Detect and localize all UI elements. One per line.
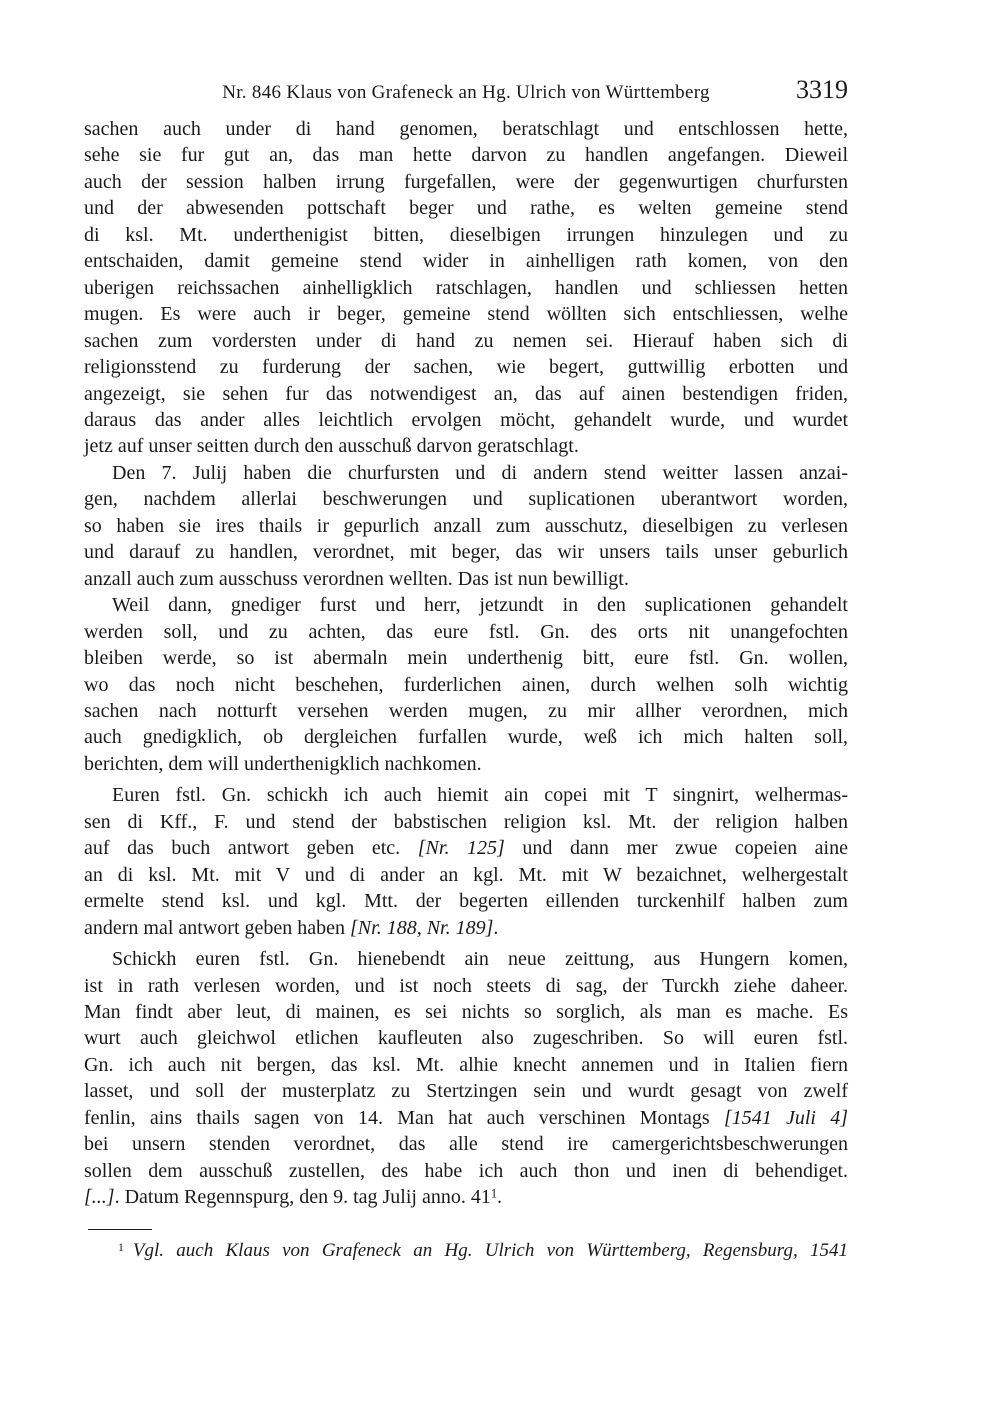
text-segment: Euren fstl. Gn. schickh ich auch hiemit ain copei mit T singnirt, welhermas- [112, 784, 848, 807]
text-line [84, 1158, 848, 1184]
text-segment: religionsstend zu furderung der sachen, wie begert, guttwillig erbotten und [84, 356, 848, 379]
text-line [84, 698, 848, 724]
text-line [84, 782, 848, 808]
text-line [84, 328, 848, 354]
running-head-title: Nr. 846 Klaus von Grafeneck an Hg. Ulrich von Württemberg [222, 82, 710, 103]
text-line [84, 460, 848, 486]
text-line [84, 888, 848, 914]
text-segment: bei unsern stenden verordnet, das alle stend ire camergerichtsbeschwerungen [84, 1133, 848, 1156]
text-line [84, 809, 848, 835]
text-segment: Den 7. Julij haben die churfursten und di andern stend weitter lassen anzai- [112, 461, 848, 484]
text-line [84, 195, 848, 221]
letter-body [84, 116, 848, 1211]
text-segment: mugen. Es were auch ir beger, gemeine stend wöllten sich entschliessen, welhe [84, 303, 848, 326]
text-segment: jetz auf unser seitten durch den ausschuß darvon geratschlagt. [84, 435, 579, 458]
text-segment: [Nr. 188, Nr. 189] [350, 916, 494, 939]
text-line [84, 973, 848, 999]
text-segment: auch gnedigklich, ob dergleichen furfallen wurde, weß ich mich halten soll, [84, 726, 848, 749]
text-line [84, 645, 848, 671]
text-segment: angezeigt, sie sehen fur das notwendigest an, das auf ainen bestendigen friden, [84, 382, 848, 405]
footnote-rule [88, 1229, 152, 1230]
running-head [84, 75, 848, 104]
text-line [84, 566, 848, 592]
text-line [84, 407, 848, 433]
text-segment: berichten, dem will underthenigklich nachkomen. [84, 752, 482, 775]
text-line [84, 835, 848, 861]
text-segment: und der abwesenden pottschaft beger und rathe, es welten gemeine stend [84, 197, 848, 220]
text-segment: auch der session halben irrung furgefallen, were der gegenwurtigen churfursten [84, 170, 848, 193]
text-line [84, 1184, 848, 1210]
text-segment: sachen auch under di hand genomen, beratschlagt und entschlossen hette, [84, 118, 848, 140]
text-segment: sehe sie fur gut an, das man hette darvon zu handlen angefangen. Dieweil [84, 144, 848, 167]
text-line [84, 381, 848, 407]
text-segment: daraus das ander alles leichtlich ervolgen möcht, gehandelt wurde, und wurdet [84, 408, 848, 431]
text-line [84, 915, 848, 941]
text-segment: [Nr. 125] [417, 837, 505, 860]
text-segment: wurt auch gleichwol etlichen kaufleuten also zugeschriben. So will euren fstl. [84, 1027, 848, 1050]
text-segment: andern mal antwort geben haben [84, 916, 351, 939]
text-segment: Gn. ich auch nit bergen, das ksl. Mt. alhie knecht annemen und in Italien fiern [84, 1053, 848, 1076]
text-line [84, 142, 848, 168]
text-segment: auf das buch antwort geben etc. [84, 837, 418, 860]
text-segment: [1541 Juli 4] [723, 1106, 848, 1129]
text-segment: fenlin, ains thails sagen von 14. Man hat auch verschinen Montags [84, 1106, 724, 1129]
text-line [84, 1105, 848, 1131]
text-segment: und dann mer zwue copeien aine [504, 837, 848, 860]
text-line [84, 1078, 848, 1104]
text-line [84, 486, 848, 512]
text-line [84, 999, 848, 1025]
text-line [84, 619, 848, 645]
text-segment: an di ksl. Mt. mit V und di ander an kgl. Mt. mit W bezaichnet, welhergestalt [84, 863, 848, 886]
text-segment: uberigen reichssachen ainhelligklich ratschlagen, handlen und schliessen hetten [84, 276, 848, 299]
text-segment: Man findt aber leut, di mainen, es sei nichts so sorglich, als man es mache. Es [84, 1000, 848, 1023]
text-segment: 1 [490, 1186, 498, 1201]
text-line [84, 862, 848, 888]
text-segment: bleiben werde, so ist abermaln mein underthenig bitt, eure fstl. Gn. wollen, [84, 647, 848, 670]
text-line [84, 724, 848, 750]
text-segment: . [493, 916, 499, 939]
text-line [84, 301, 848, 327]
paragraph [84, 782, 848, 941]
text-segment: sollen dem ausschuß zustellen, des habe ich auch thon und inen di behendiget. [84, 1159, 848, 1182]
text-segment: wo das noch nicht beschehen, furderlichen ainen, durch welhen solh wichtig [84, 673, 848, 696]
text-segment: Schickh euren fstl. Gn. hienebendt ain neue zeittung, aus Hungern komen, [112, 948, 848, 971]
text-segment: ermelte stend ksl. und kgl. Mtt. der begerten eillenden turckenhilf halben zum [84, 890, 848, 913]
footnote-line [84, 1239, 848, 1263]
text-line [84, 169, 848, 195]
text-line [84, 539, 848, 565]
text-line [84, 1052, 848, 1078]
text-segment: Weil dann, gnediger furst und herr, jetzundt in den suplicationen gehandelt [112, 594, 848, 617]
page-number: 3319 [796, 75, 848, 104]
text-line [84, 513, 848, 539]
paragraph [84, 592, 848, 777]
text-segment: werden soll, und zu achten, das eure fstl. Gn. des orts nit unangefochten [84, 620, 848, 643]
text-line [84, 275, 848, 301]
text-line [84, 354, 848, 380]
text-line [84, 116, 848, 142]
text-segment: sachen nach notturft versehen werden mugen, zu mir allher verordnen, mich [84, 699, 848, 722]
text-line [84, 672, 848, 698]
text-line [84, 946, 848, 972]
text-segment: ist in rath verlesen worden, und ist noch steets di sag, der Turckh ziehe daheer. [84, 974, 848, 997]
text-segment: Vgl. auch Klaus von Grafeneck an Hg. Ulrich von Württemberg, Regensburg, 1541 [132, 1240, 848, 1261]
text-segment: [...] [84, 1186, 115, 1209]
text-segment: und darauf zu handlen, verordnet, mit beger, das wir unsers tails unser geburlich [84, 541, 848, 564]
text-line [84, 751, 848, 777]
text-segment: . [497, 1186, 503, 1209]
text-segment: lasset, und soll der musterplatz zu Stertzingen sein und wurdt gesagt von zwelf [84, 1080, 848, 1103]
text-segment: . Datum Regennspurg, den 9. tag Julij anno. 41 [114, 1186, 491, 1209]
text-segment: sen di Kff., F. und stend der babstischen religion ksl. Mt. der religion halben [84, 810, 848, 833]
text-line [84, 222, 848, 248]
text-line [84, 248, 848, 274]
paragraph [84, 116, 848, 460]
paragraph [84, 946, 848, 1211]
text-line [84, 433, 848, 459]
footnote-marker: 1 [118, 1240, 124, 1254]
text-segment: anzall auch zum ausschuss verordnen wellten. Das ist nun bewilligt. [84, 567, 629, 590]
text-segment: di ksl. Mt. underthenigist bitten, dieselbigen irrungen hinzulegen und zu [84, 223, 848, 246]
text-segment: so haben sie ires thails ir gepurlich anzall zum ausschutz, dieselbigen zu verlesen [84, 514, 848, 537]
text-line [84, 1025, 848, 1051]
text-segment: entschaiden, damit gemeine stend wider in ainhelligen rath komen, von den [84, 250, 848, 273]
text-line [84, 592, 848, 618]
paragraph [84, 460, 848, 592]
text-line [84, 1131, 848, 1157]
footnote [84, 1229, 848, 1263]
text-segment: sachen zum vordersten under di hand zu nemen sei. Hierauf haben sich di [84, 329, 848, 352]
text-segment: gen, nachdem allerlai beschwerungen und suplicationen uberantwort worden, [84, 488, 848, 511]
